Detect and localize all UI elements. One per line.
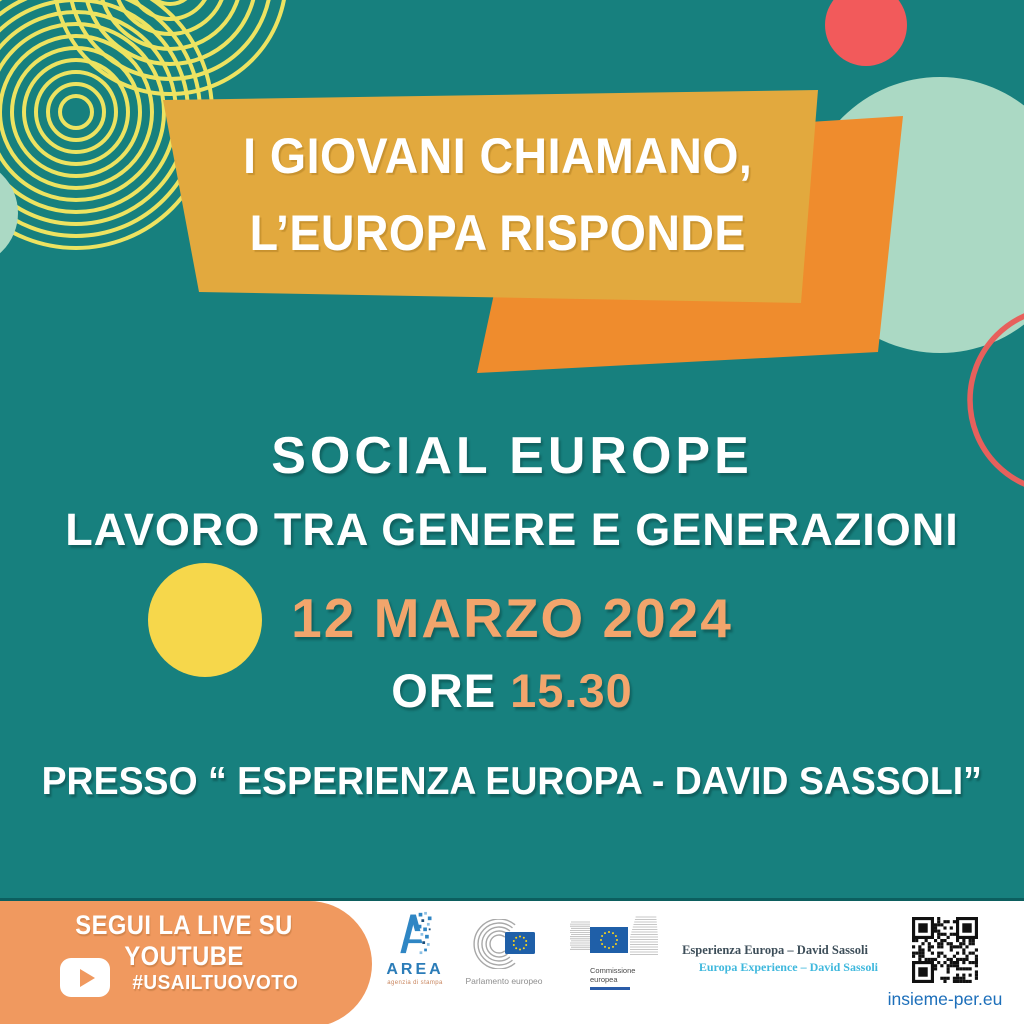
youtube-icon bbox=[60, 958, 110, 997]
headline-line1: I GIOVANI CHIAMANO, bbox=[242, 128, 753, 184]
area-logo bbox=[383, 911, 447, 986]
event-venue: PRESSO “ ESPERIENZA EUROPA - DAVID SASSOLI” bbox=[41, 760, 983, 803]
headline-banner bbox=[175, 118, 820, 272]
eu-flag-icon bbox=[568, 915, 660, 961]
esperienza-line2: Europa Experience – David Sassoli bbox=[698, 960, 878, 974]
area-tagline-label: agenzia di stampa bbox=[387, 980, 443, 986]
commissione-europea-logo bbox=[568, 915, 672, 990]
footer-bar bbox=[0, 898, 1024, 1024]
commissione-caption: Commissione europea bbox=[590, 966, 636, 984]
commissione-underline bbox=[590, 987, 630, 990]
esperienza-line1: Esperienza Europa – David Sassoli bbox=[682, 943, 868, 957]
hashtag-label: #USAILTUOVOTO bbox=[132, 972, 298, 994]
parlamento-europeo-logo bbox=[454, 919, 554, 986]
hemicycle-icon bbox=[463, 919, 545, 969]
event-time bbox=[0, 663, 1024, 718]
youtube-cta: SEGUI LA LIVE SU YOUTUBE bbox=[75, 910, 293, 971]
area-pixel-a-icon bbox=[395, 911, 435, 955]
coral-circle-icon bbox=[825, 0, 907, 66]
play-icon bbox=[80, 969, 95, 987]
qr-code-block bbox=[880, 917, 1010, 1010]
youtube-banner bbox=[0, 901, 372, 1024]
time-value: 15.30 bbox=[510, 664, 633, 717]
event-date: 12 MARZO 2024 bbox=[291, 587, 733, 649]
parlamento-caption: Parlamento europeo bbox=[465, 976, 543, 986]
esperienza-europa-label bbox=[666, 943, 880, 975]
qr-code bbox=[912, 917, 978, 983]
headline-line2: L’EUROPA RISPONDE bbox=[249, 205, 746, 261]
area-name-label: AREA bbox=[386, 961, 444, 978]
event-title: SOCIAL EUROPE bbox=[271, 427, 753, 485]
event-subtitle: LAVORO TRA GENERE E GENERAZIONI bbox=[65, 504, 959, 555]
website-label: insieme-per.eu bbox=[887, 989, 1003, 1009]
time-label: ORE bbox=[391, 664, 497, 717]
